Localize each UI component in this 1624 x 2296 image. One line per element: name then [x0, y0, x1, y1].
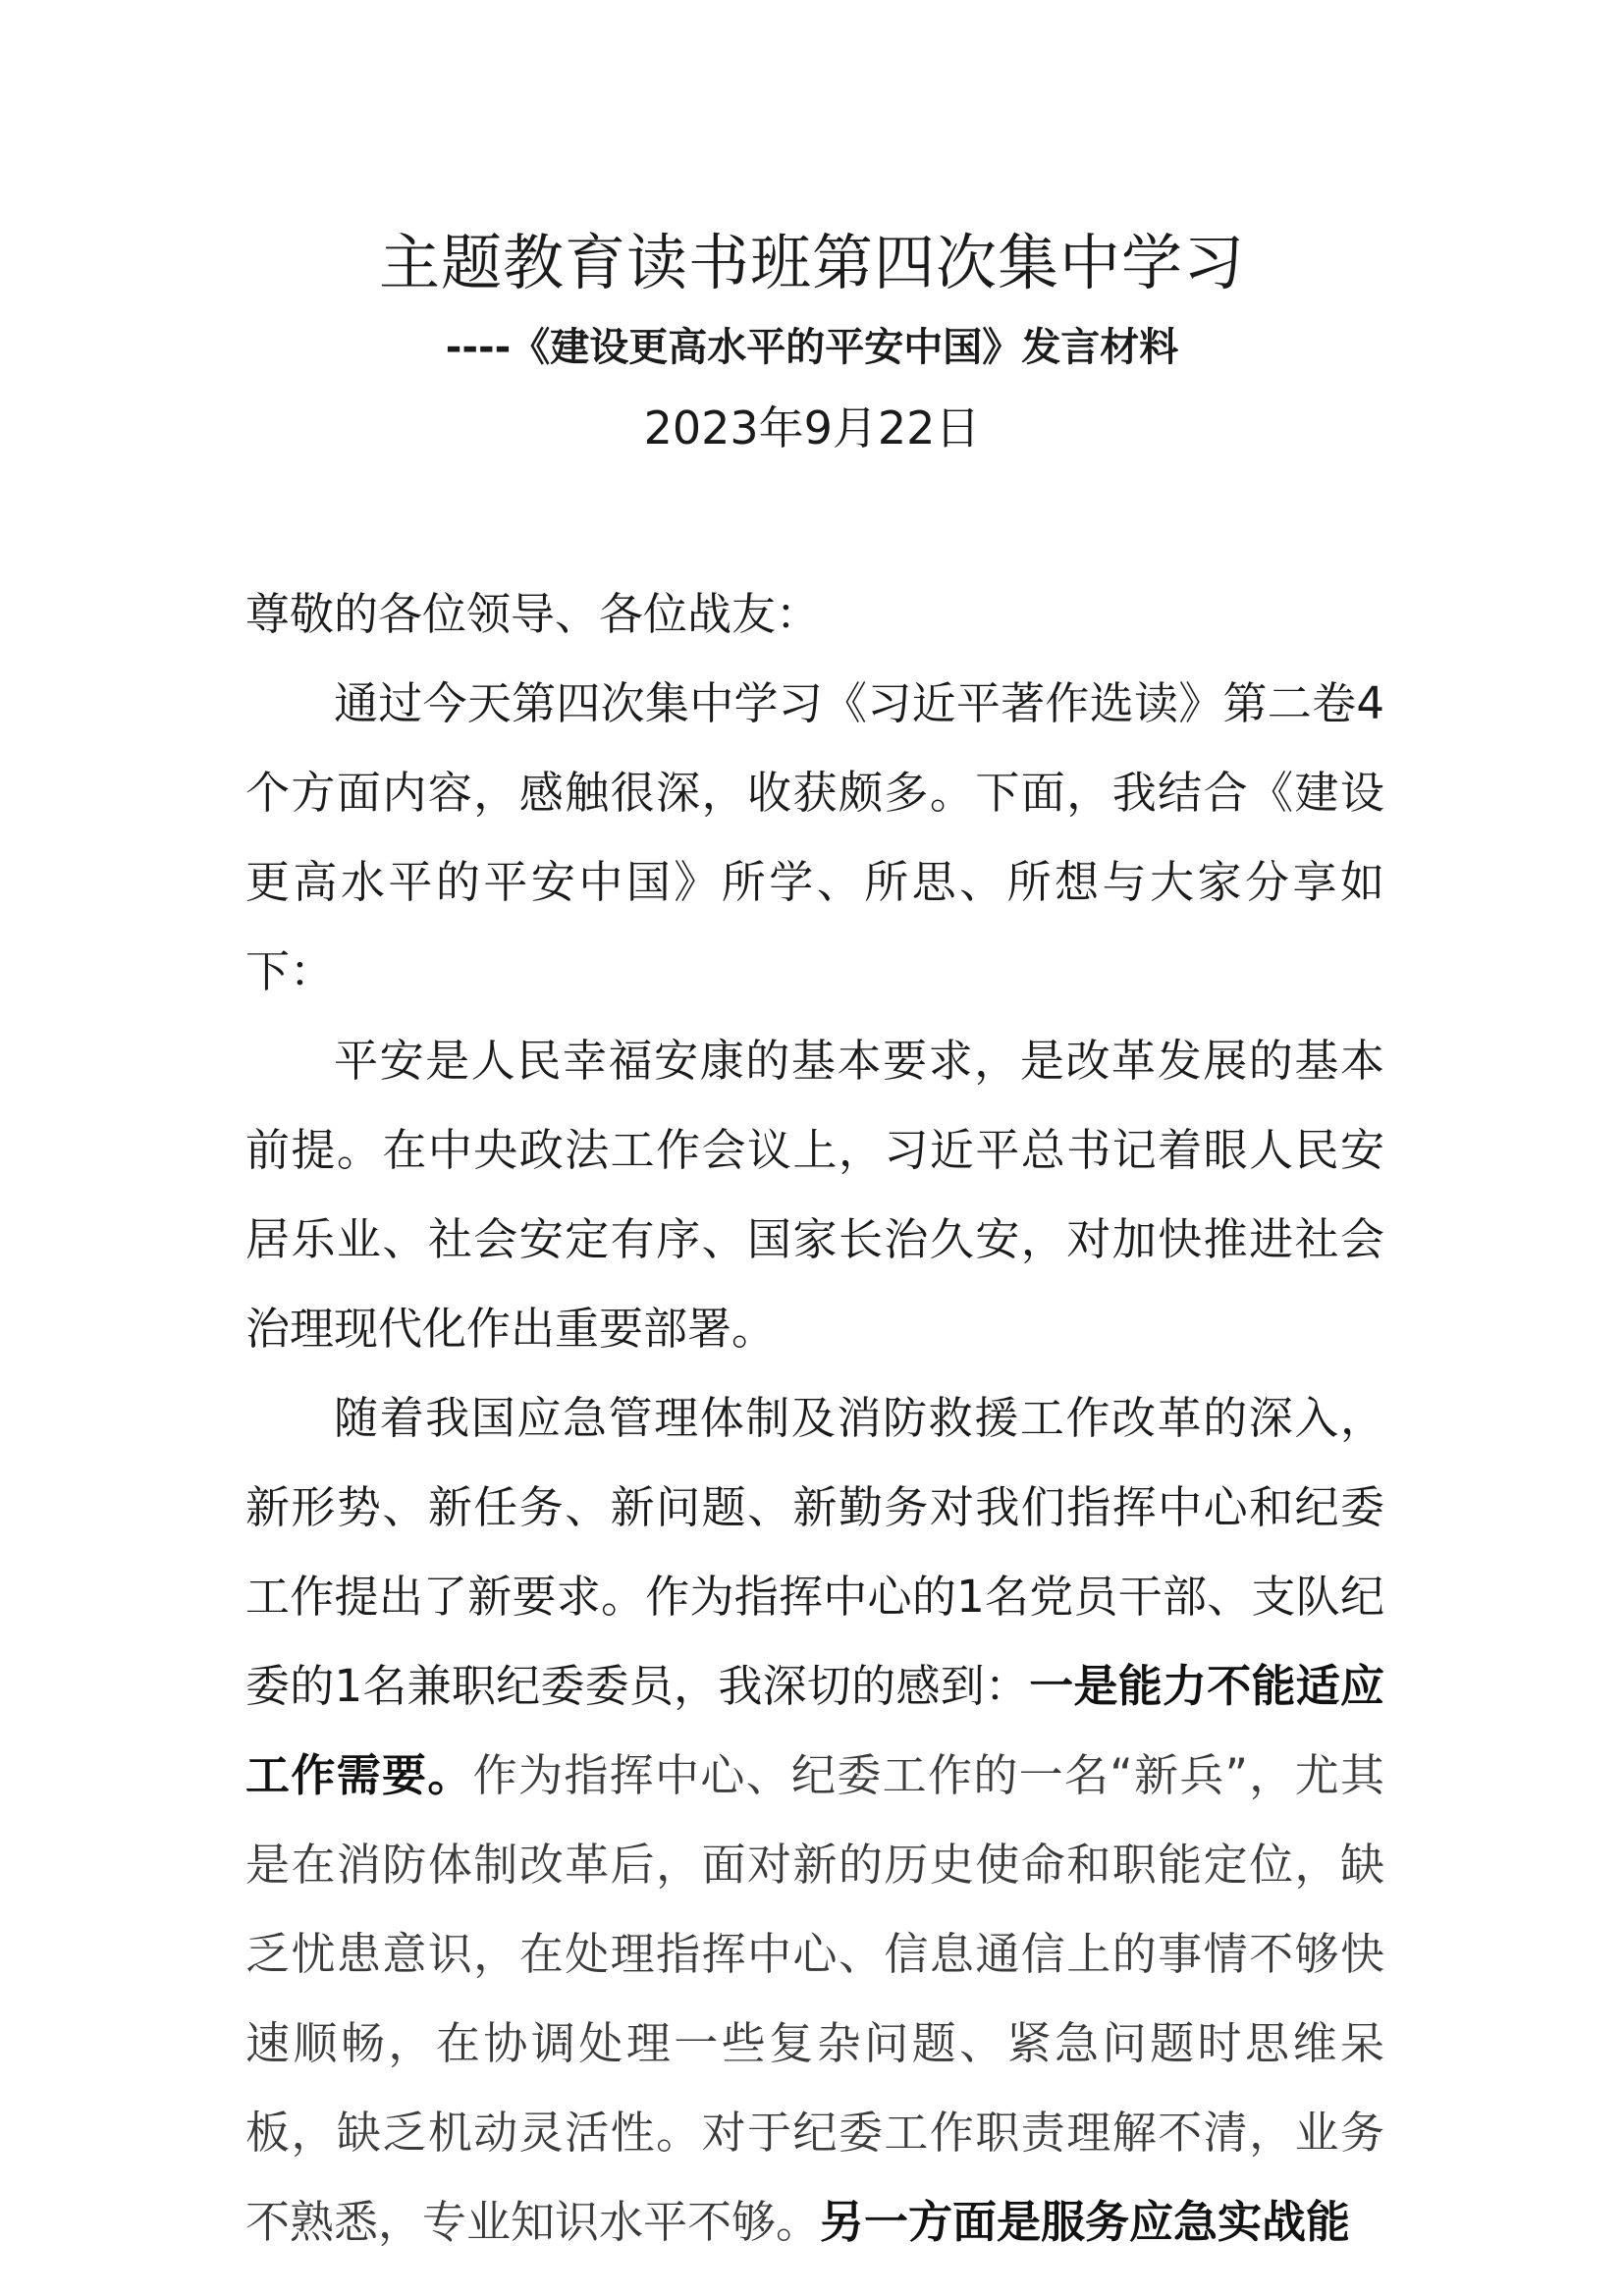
document-subtitle: ----《建设更高水平的平安中国》发言材料 [445, 325, 1179, 370]
point-two-heading: 另一方面是服务应急实战能 [820, 2196, 1351, 2248]
document-title: 主题教育读书班第四次集中学习 [378, 227, 1245, 298]
paragraph-reform-text-2: 作为指挥中心、纪委工作的一名“新兵”，尤其是在消防体制改革后，面对新的历史使命和职能定位，缺乏忧患意识，在处理指挥中心、信息通信上的事情不够快速顺畅，在协调处理一些复杂问题、紧急问题时思维呆板，缺乏机动灵活性。对于纪委工作职责理解不清，业务不熟悉，专业知识水平不够。 [245, 1749, 1384, 2248]
point-one-heading: 一是能力不能适应工作需要。 [245, 1660, 1384, 1801]
document-date: 2023年9月22日 [643, 401, 981, 454]
paragraph-reform-text-1: 随着我国应急管理体制及消防救援工作改革的深入，新形势、新任务、新问题、新勤务对我们指挥中心和纪委工作提出了新要求。作为指挥中心的1名党员干部、支队纪委的1名兼职纪委委员，我深切的感到： [245, 1392, 1384, 1712]
paragraph-peace: 平安是人民幸福安康的基本要求，是改革发展的基本前提。在中央政法工作会议上，习近平总书记着眼人民安居乐业、社会安定有序、国家长治久安，对加快推进社会治理现代化作出重要部署。 [245, 1035, 1384, 1355]
paragraph-intro: 通过今天第四次集中学习《习近平著作选读》第二卷4个方面内容，感触很深，收获颇多。下面，我结合《建设更高水平的平安中国》所学、所思、所想与大家分享如下： [245, 677, 1384, 997]
salutation: 尊敬的各位领导、各位战友： [245, 588, 821, 640]
document-body [245, 569, 1384, 2267]
paragraph-reform [245, 1373, 1384, 2267]
